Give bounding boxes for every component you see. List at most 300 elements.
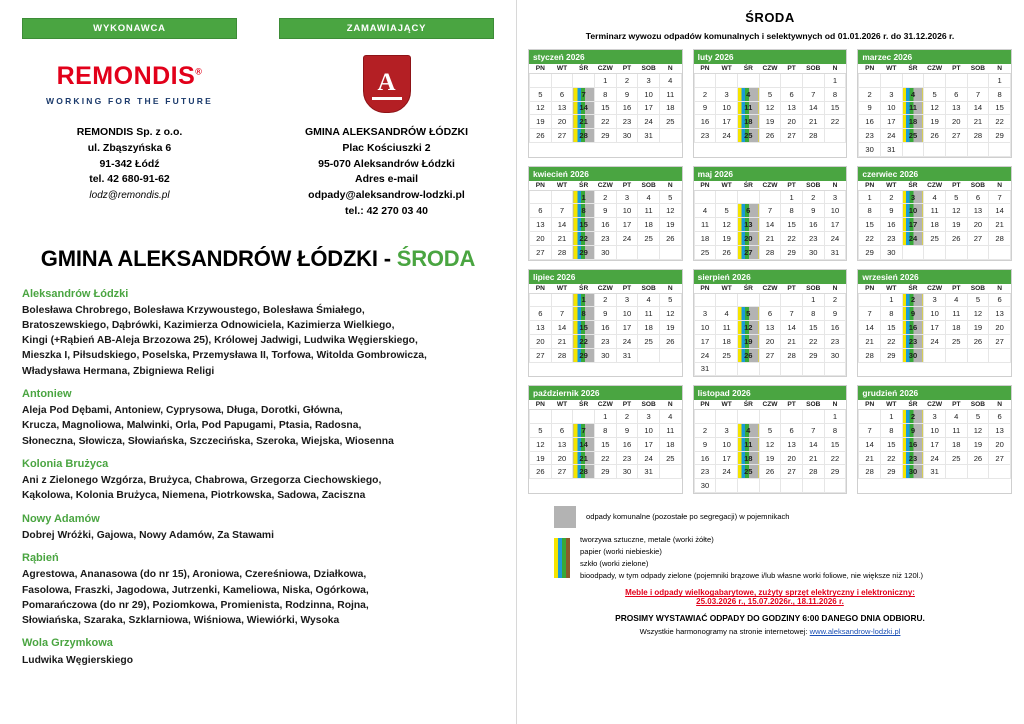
calendar-empty-cell xyxy=(659,348,681,362)
street-line: Fasolowa, Fraszki, Jagodowa, Jutrzenki, Kameliowa, Niska, Ogórkowa, xyxy=(22,584,369,596)
street-line: Kąkolowa, Kolonia Brużyca, Niemena, Piotrkowska, Sadowa, Zaciszna xyxy=(22,490,366,502)
calendar-empty-cell xyxy=(859,293,881,307)
calendar-day-cell: 13 xyxy=(530,321,552,335)
calendar-day-cell: 23 xyxy=(694,129,716,143)
calendar-day-cell: 15 xyxy=(802,321,824,335)
calendar-day-cell: 30 xyxy=(824,348,846,362)
calendar-day-cell: 20 xyxy=(759,334,781,348)
calendar-month-name: wrzesień 2026 xyxy=(858,270,1011,284)
calendar-day-cell: 6 xyxy=(945,87,967,101)
calendar-day-cell: 9 xyxy=(694,437,716,451)
calendar-empty-cell xyxy=(573,410,595,424)
calendar-day-cell: 24 xyxy=(716,465,738,479)
calendar-day-cell: 9 xyxy=(594,307,616,321)
calendar-day-cell: 25 xyxy=(924,232,946,246)
calendar-day-cell: 1 xyxy=(859,190,881,204)
weekday-header: WT xyxy=(551,64,573,74)
calendar-table xyxy=(694,284,847,377)
weekday-header: PT xyxy=(781,284,803,294)
calendar-week-row xyxy=(859,115,1011,129)
calendar-week-row xyxy=(859,451,1011,465)
legend-glass: szkło (worki zielone) xyxy=(580,558,649,568)
calendar-empty-cell xyxy=(924,348,946,362)
client-email-label: Adres e-mail xyxy=(354,173,419,186)
calendar-empty-cell xyxy=(616,245,638,259)
calendar-day-cell: 2 xyxy=(594,293,616,307)
calendar-day-cell: 6 xyxy=(530,307,552,321)
calendar-day-cell: 31 xyxy=(694,362,716,376)
street-line: Władysława Hermana, Zbigniewa Religi xyxy=(22,365,215,377)
calendar-day-collection-both: 29 xyxy=(573,245,595,259)
remondis-logo xyxy=(22,53,237,115)
calendar-empty-cell xyxy=(802,410,824,424)
calendar-day-cell: 23 xyxy=(616,115,638,129)
calendar-day-cell: 27 xyxy=(967,232,989,246)
weekday-header: CZW xyxy=(924,284,946,294)
weekday-header: PT xyxy=(616,284,638,294)
calendar-day-collection-both: 16 xyxy=(902,437,924,451)
calendar-day-cell: 21 xyxy=(759,232,781,246)
calendar-empty-cell xyxy=(902,245,924,259)
calendar-day-collection-both: 11 xyxy=(902,101,924,115)
calendar-empty-cell xyxy=(759,410,781,424)
calendar-week-row xyxy=(694,74,846,88)
street-list xyxy=(22,286,494,668)
calendar-day-cell: 1 xyxy=(781,190,803,204)
crest-bar xyxy=(372,97,402,100)
calendar-week-row xyxy=(530,101,682,115)
calendar-month xyxy=(693,49,848,158)
calendar-day-cell: 15 xyxy=(824,437,846,451)
calendar-day-collection-both: 4 xyxy=(737,87,759,101)
calendar-day-cell: 1 xyxy=(594,410,616,424)
calendar-day-cell: 17 xyxy=(924,321,946,335)
contractor-block xyxy=(22,18,237,220)
calendar-day-collection-both: 19 xyxy=(737,334,759,348)
calendar-day-cell: 11 xyxy=(638,204,660,218)
calendar-week-row xyxy=(859,101,1011,115)
weekday-header: CZW xyxy=(759,64,781,74)
street-line: Ani z Zielonego Wzgórza, Brużyca, Chabrowa, Grzegorza Ciechowskiego, xyxy=(22,475,382,487)
calendar-day-cell: 25 xyxy=(716,348,738,362)
weekday-header: PN xyxy=(530,284,552,294)
weekday-header: WT xyxy=(716,181,738,191)
calendar-day-cell: 28 xyxy=(781,348,803,362)
calendar-month xyxy=(528,166,683,261)
calendar-day-cell: 23 xyxy=(694,465,716,479)
calendar-day-cell: 31 xyxy=(616,348,638,362)
calendar-empty-cell xyxy=(716,362,738,376)
weekday-header: PN xyxy=(530,181,552,191)
calendar-day-cell: 8 xyxy=(859,204,881,218)
calendar-empty-cell xyxy=(573,74,595,88)
weekday-header: ŚR xyxy=(902,181,924,191)
calendar-empty-cell xyxy=(945,348,967,362)
right-panel xyxy=(516,0,1024,724)
calendar-day-cell: 22 xyxy=(802,334,824,348)
street-line: Słowiańska, Szaraka, Szklarniowa, Wiśniowa, Wiewiórki, Wysoka xyxy=(22,615,340,627)
district-name: Kolonia Brużyca xyxy=(22,457,109,470)
calendar-day-cell: 3 xyxy=(924,410,946,424)
calendar-day-cell: 18 xyxy=(945,321,967,335)
calendar-month-name: czerwiec 2026 xyxy=(858,167,1011,181)
calendar-week-row xyxy=(694,218,846,232)
calendar-week-row xyxy=(530,204,682,218)
calendar-day-collection-both: 15 xyxy=(573,218,595,232)
calendar-day-cell: 10 xyxy=(638,424,660,438)
calendar-day-collection-both: 18 xyxy=(902,115,924,129)
calendar-day-cell: 12 xyxy=(945,204,967,218)
calendar-day-cell: 2 xyxy=(594,190,616,204)
calendar-month-name: listopad 2026 xyxy=(694,386,847,400)
weekday-header: PN xyxy=(694,284,716,294)
calendar-day-cell: 11 xyxy=(945,307,967,321)
calendar-day-cell: 18 xyxy=(716,334,738,348)
calendar-week-row xyxy=(530,245,682,259)
street-line: Ludwika Węgierskiego xyxy=(22,654,134,666)
weekday-header: WT xyxy=(880,181,902,191)
street-line: Mieszka I, Piłsudskiego, Poselska, Przemysława II, Torfowa, Witolda Gombrowicza, xyxy=(22,350,427,362)
calendar-table xyxy=(858,64,1011,157)
calendar-day-collection-both: 17 xyxy=(902,218,924,232)
calendar-day-cell: 20 xyxy=(967,218,989,232)
calendar-day-cell: 8 xyxy=(824,87,846,101)
calendar-day-collection-both: 23 xyxy=(902,451,924,465)
calendar-day-cell: 11 xyxy=(924,204,946,218)
calendar-day-cell: 24 xyxy=(694,348,716,362)
calendar-day-collection-both: 1 xyxy=(573,293,595,307)
calendar-day-cell: 15 xyxy=(880,321,902,335)
calendar-day-cell: 17 xyxy=(638,437,660,451)
calendar-empty-cell xyxy=(530,293,552,307)
calendar-month-name: maj 2026 xyxy=(694,167,847,181)
calendar-day-cell: 1 xyxy=(880,293,902,307)
calendar-day-cell: 25 xyxy=(945,451,967,465)
weekday-header: ŚR xyxy=(737,64,759,74)
calendar-day-cell: 4 xyxy=(924,190,946,204)
client-street: Plac Kościuszki 2 xyxy=(342,141,431,154)
weekday-header: ŚR xyxy=(573,181,595,191)
calendar-day-cell: 18 xyxy=(659,437,681,451)
calendar-day-cell: 16 xyxy=(880,218,902,232)
calendar-month-name: kwiecień 2026 xyxy=(529,167,682,181)
calendar-week-row xyxy=(694,424,846,438)
calendar-day-cell: 22 xyxy=(880,451,902,465)
calendar-day-cell: 27 xyxy=(759,348,781,362)
calendar-week-row xyxy=(530,293,682,307)
calendar-day-collection-both: 11 xyxy=(737,437,759,451)
calendar-day-cell: 20 xyxy=(945,115,967,129)
calendar-day-cell: 6 xyxy=(781,87,803,101)
header-row xyxy=(22,18,494,220)
legend-paper: papier (worki niebieskie) xyxy=(580,547,662,557)
calendar-table xyxy=(694,64,847,143)
client-email: odpady@aleksandrow-lodzki.pl xyxy=(308,189,465,201)
calendar-day-cell: 13 xyxy=(989,424,1011,438)
calendar-day-cell: 20 xyxy=(551,115,573,129)
weekday-header: N xyxy=(989,64,1011,74)
weekday-header: N xyxy=(659,400,681,410)
weekday-header: CZW xyxy=(924,400,946,410)
calendar-day-cell: 27 xyxy=(530,348,552,362)
calendar-day-cell: 26 xyxy=(659,232,681,246)
calendar-month xyxy=(693,269,848,378)
calendar-day-cell: 3 xyxy=(880,87,902,101)
calendar-day-cell: 28 xyxy=(859,348,881,362)
calendar-empty-cell xyxy=(989,142,1011,156)
calendar-day-collection-both: 28 xyxy=(573,465,595,479)
weekday-header: PN xyxy=(694,64,716,74)
calendar-week-row xyxy=(694,348,846,362)
weekday-header: CZW xyxy=(594,400,616,410)
weekday-header: PT xyxy=(616,400,638,410)
calendar-day-cell: 21 xyxy=(859,451,881,465)
weekday-header: SOB xyxy=(967,64,989,74)
calendar-day-cell: 2 xyxy=(880,190,902,204)
calendar-week-row xyxy=(694,307,846,321)
calendar-day-cell: 8 xyxy=(880,424,902,438)
weekday-header: CZW xyxy=(759,284,781,294)
calendar-day-cell: 21 xyxy=(551,232,573,246)
calendar-day-cell: 28 xyxy=(551,348,573,362)
calendar-day-cell: 25 xyxy=(638,334,660,348)
weekday-header: ŚR xyxy=(573,400,595,410)
calendar-day-cell: 22 xyxy=(824,451,846,465)
bulky-waste-line1: Meble i odpady wielkogabarytowe, zużyty sprzęt elektryczny i elektroniczny: xyxy=(625,588,915,598)
calendar-day-cell: 10 xyxy=(824,204,846,218)
calendar-day-cell: 9 xyxy=(694,101,716,115)
calendar-month-name: lipiec 2026 xyxy=(529,270,682,284)
calendar-day-cell: 24 xyxy=(880,129,902,143)
crest-letter: A xyxy=(377,68,396,96)
calendar-day-cell: 10 xyxy=(924,424,946,438)
calendar-week-row xyxy=(694,465,846,479)
calendar-empty-cell xyxy=(530,74,552,88)
calendar-day-collection-both: 5 xyxy=(737,307,759,321)
calendar-day-cell: 13 xyxy=(551,101,573,115)
street-line: Kingi (+Rąbień AB-Aleja Brzozowa 25), Królowej Jadwigi, Ludwika Węgierskiego, xyxy=(22,335,418,347)
calendar-day-collection-both: 7 xyxy=(573,87,595,101)
calendar-day-cell: 14 xyxy=(802,437,824,451)
calendar-month-name: luty 2026 xyxy=(694,50,847,64)
calendar-day-cell: 21 xyxy=(967,115,989,129)
legend xyxy=(528,506,1012,583)
calendar-week-row xyxy=(859,190,1011,204)
calendar-day-cell: 11 xyxy=(659,87,681,101)
calendar-day-cell: 13 xyxy=(781,437,803,451)
calendar-day-cell: 27 xyxy=(945,129,967,143)
calendar-empty-cell xyxy=(945,245,967,259)
calendar-empty-cell xyxy=(638,245,660,259)
calendar-day-cell: 1 xyxy=(802,293,824,307)
registered-icon: ® xyxy=(195,66,203,77)
weekday-header: PT xyxy=(616,64,638,74)
calendar-day-cell: 6 xyxy=(551,424,573,438)
calendar-day-cell: 11 xyxy=(716,321,738,335)
calendar-day-cell: 8 xyxy=(781,204,803,218)
street-line: Aleja Pod Dębami, Antoniew, Cyprysowa, Długa, Dorotki, Główna, xyxy=(22,405,343,417)
weekday-header: PN xyxy=(530,400,552,410)
calendar-day-cell: 6 xyxy=(989,293,1011,307)
calendar-week-row xyxy=(530,410,682,424)
calendar-empty-cell xyxy=(967,245,989,259)
calendar-day-cell: 20 xyxy=(530,232,552,246)
calendar-day-cell: 15 xyxy=(989,101,1011,115)
calendar-day-cell: 6 xyxy=(530,204,552,218)
calendar-week-row xyxy=(530,334,682,348)
calendar-empty-cell xyxy=(859,410,881,424)
calendar-day-cell: 25 xyxy=(945,334,967,348)
weekday-header: PN xyxy=(859,284,881,294)
calendar-day-cell: 12 xyxy=(967,307,989,321)
calendar-day-cell: 14 xyxy=(551,218,573,232)
calendar-month xyxy=(857,49,1012,158)
calendar-week-row xyxy=(694,437,846,451)
weekday-header: SOB xyxy=(802,64,824,74)
weekday-header: PN xyxy=(694,400,716,410)
calendar-day-cell: 29 xyxy=(781,245,803,259)
calendar-day-cell: 16 xyxy=(694,451,716,465)
calendar-day-cell: 15 xyxy=(594,101,616,115)
calendar-day-collection-both: 1 xyxy=(573,190,595,204)
calendar-day-cell: 8 xyxy=(989,87,1011,101)
calendar-day-cell: 29 xyxy=(880,465,902,479)
calendar-empty-cell xyxy=(737,362,759,376)
calendar-week-row xyxy=(859,204,1011,218)
calendar-day-cell: 12 xyxy=(924,101,946,115)
calendar-day-cell: 4 xyxy=(659,410,681,424)
calendar-week-row xyxy=(694,204,846,218)
calendar-day-cell: 30 xyxy=(802,245,824,259)
calendar-empty-cell xyxy=(530,410,552,424)
calendar-day-cell: 2 xyxy=(616,74,638,88)
weekday-header: WT xyxy=(880,400,902,410)
calendar-day-cell: 31 xyxy=(824,245,846,259)
calendar-day-cell: 19 xyxy=(967,321,989,335)
calendar-day-collection-both: 4 xyxy=(902,87,924,101)
calendar-day-cell: 11 xyxy=(945,424,967,438)
calendar-month-name: styczeń 2026 xyxy=(529,50,682,64)
calendar-table xyxy=(858,284,1011,363)
calendar-day-cell: 29 xyxy=(989,129,1011,143)
calendar-day-cell: 27 xyxy=(551,465,573,479)
calendar-week-row xyxy=(694,362,846,376)
weekday-header: N xyxy=(659,64,681,74)
calendar-empty-cell xyxy=(824,362,846,376)
calendar-day-cell: 14 xyxy=(859,321,881,335)
calendar-day-cell: 6 xyxy=(759,307,781,321)
calendar-day-cell: 17 xyxy=(616,218,638,232)
footer-notice: PROSIMY WYSTAWIAĆ ODPADY DO GODZINY 6:00 DANEGO DNIA ODBIORU. xyxy=(615,613,925,624)
calendar-month xyxy=(857,166,1012,261)
calendar-day-cell: 9 xyxy=(616,87,638,101)
calendar-day-cell: 30 xyxy=(694,479,716,493)
calendar-day-cell: 11 xyxy=(694,218,716,232)
calendar-empty-cell xyxy=(737,479,759,493)
calendar-day-cell: 13 xyxy=(781,101,803,115)
calendar-empty-cell xyxy=(781,74,803,88)
calendar-day-cell: 3 xyxy=(716,424,738,438)
calendar-day-cell: 14 xyxy=(967,101,989,115)
calendar-empty-cell xyxy=(694,190,716,204)
calendar-empty-cell xyxy=(716,479,738,493)
weekday-header: ŚR xyxy=(737,181,759,191)
calendar-week-row xyxy=(694,293,846,307)
calendar-day-cell: 17 xyxy=(638,101,660,115)
calendar-day-cell: 9 xyxy=(802,204,824,218)
weekday-header: PT xyxy=(945,400,967,410)
calendar-empty-cell xyxy=(659,245,681,259)
calendar-week-row xyxy=(530,218,682,232)
calendar-day-cell: 26 xyxy=(967,451,989,465)
calendar-empty-cell xyxy=(880,74,902,88)
calendar-day-cell: 1 xyxy=(594,74,616,88)
calendar-day-cell: 30 xyxy=(859,142,881,156)
calendar-day-cell: 20 xyxy=(781,115,803,129)
calendar-day-cell: 18 xyxy=(638,321,660,335)
calendar-day-collection-both: 25 xyxy=(902,129,924,143)
calendar-day-cell: 5 xyxy=(530,424,552,438)
calendar-day-cell: 8 xyxy=(594,87,616,101)
calendar-empty-cell xyxy=(530,190,552,204)
footer-website-link[interactable]: www.aleksandrow-lodzki.pl xyxy=(809,627,901,637)
calendar-month xyxy=(528,269,683,378)
calendar-day-collection-both: 12 xyxy=(737,321,759,335)
calendar-day-cell: 10 xyxy=(694,321,716,335)
calendar-table xyxy=(529,284,682,363)
calendar-day-collection-both: 26 xyxy=(737,348,759,362)
calendar-day-cell: 11 xyxy=(659,424,681,438)
calendar-empty-cell xyxy=(551,190,573,204)
calendar-day-cell: 8 xyxy=(880,307,902,321)
weekday-header: CZW xyxy=(759,181,781,191)
weekday-header: ŚR xyxy=(902,284,924,294)
contractor-address xyxy=(22,125,237,203)
calendar-day-cell: 10 xyxy=(716,101,738,115)
calendar-table xyxy=(694,181,847,260)
calendar-day-cell: 3 xyxy=(616,190,638,204)
calendar-week-row xyxy=(530,74,682,88)
calendar-day-cell: 3 xyxy=(616,293,638,307)
client-label: ZAMAWIAJĄCY xyxy=(279,18,494,39)
calendar-day-cell: 19 xyxy=(967,437,989,451)
calendar-day-cell: 9 xyxy=(824,307,846,321)
calendar-empty-cell xyxy=(638,348,660,362)
calendar-empty-cell xyxy=(759,293,781,307)
weekday-header: PT xyxy=(781,181,803,191)
calendar-day-cell: 18 xyxy=(638,218,660,232)
calendar-day-cell: 2 xyxy=(616,410,638,424)
weekday-header: CZW xyxy=(924,181,946,191)
calendar-day-collection-both: 9 xyxy=(902,307,924,321)
contractor-city: 91-342 Łódź xyxy=(99,157,160,170)
calendar-day-cell: 12 xyxy=(530,101,552,115)
calendar-empty-cell xyxy=(989,348,1011,362)
calendar-day-cell: 16 xyxy=(859,115,881,129)
calendar-week-row xyxy=(694,101,846,115)
calendar-day-cell: 2 xyxy=(802,190,824,204)
legend-bio: bioodpady, w tym odpady zielone (pojemniki brązowe i/lub własne worki foliowe, nie większe niż 120l.) xyxy=(580,570,924,580)
schedule-title: ŚRODA xyxy=(745,10,795,25)
gray-swatch-icon xyxy=(554,506,576,528)
weekday-header: SOB xyxy=(802,181,824,191)
street-line: Słoneczna, Słowicza, Słowiańska, Szczecińska, Szeroka, Wiejska, Wiosenna xyxy=(22,435,394,447)
weekday-header: WT xyxy=(716,64,738,74)
weekday-header: SOB xyxy=(802,284,824,294)
calendar-week-row xyxy=(530,424,682,438)
calendar-day-cell: 23 xyxy=(802,232,824,246)
weekday-header: N xyxy=(824,400,846,410)
